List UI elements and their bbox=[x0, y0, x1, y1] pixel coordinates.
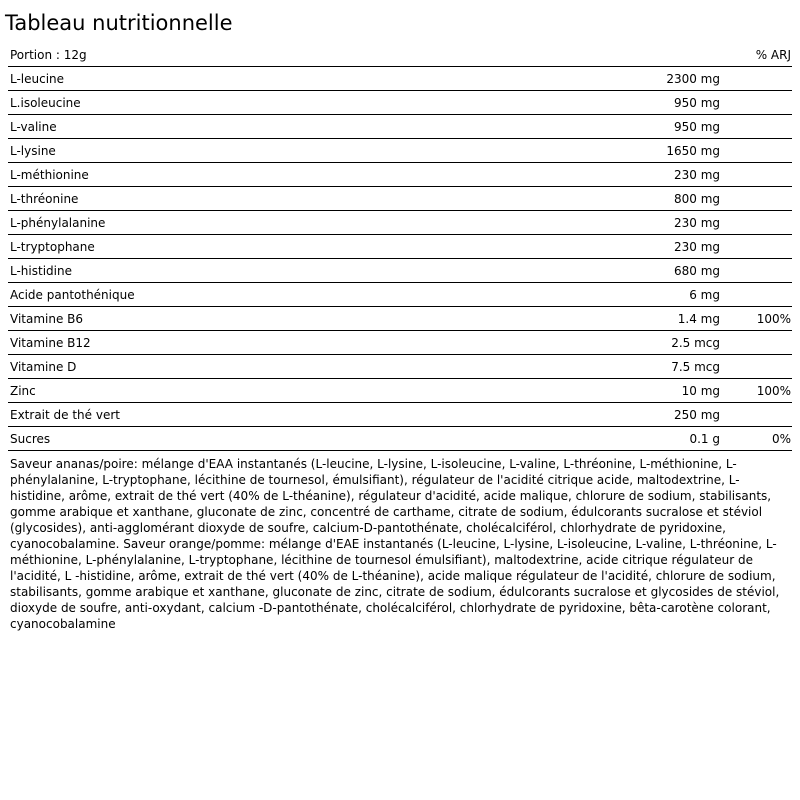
table-row bbox=[8, 67, 792, 91]
table-header-row bbox=[8, 43, 792, 67]
nutrient-name: Acide pantothénique bbox=[10, 288, 135, 302]
nutrient-name: L-lysine bbox=[10, 144, 56, 158]
nutrient-name: L-thréonine bbox=[10, 192, 79, 206]
table-row bbox=[8, 115, 792, 139]
nutrient-amount: 950 mg bbox=[673, 96, 720, 110]
nutrient-name: L-valine bbox=[10, 120, 57, 134]
table-row bbox=[8, 139, 792, 163]
nutrient-name: L-méthionine bbox=[10, 168, 89, 182]
nutrition-table bbox=[8, 43, 792, 451]
table-row bbox=[8, 259, 792, 283]
nutrient-name: L-histidine bbox=[10, 264, 72, 278]
ingredients-text: Saveur ananas/poire: mélange d'EAA instantanés (L-leucine, L-lysine, L-isoleucine, L-valine, L-thréonine, L-méthionine, L-phénylalanine, L-tryptophane, lécithine de tournesol, émulsifiant), régulateur de l'acidité citrique acide, maltodextrine, L-histidine, arôme, extrait de thé vert (40% de L-théanine), régulateur d'acidité, acide malique, chlorure de sodium, stabilisants, gomme arabique et xanthane, gluconate de zinc, concentré de carthame, citrate de sodium, édulcorants sucralose et stéviol (glycosides), anti-agglomérant dioxyde de soufre, calcium-D-pantothénate, cholécalciférol, chlorhydrate de pyridoxine, cyanocobalamine. Saveur orange/pomme: mélange d'EAE instantanés (L-leucine, L-lysine, L-isoleucine, L-valine, L-thréonine, L-méthionine, L-phénylalanine, L-tryptophane, lécithine de tournesol émulsifiant), maltodextrine, acide citrique régulateur de l'acidité, L -histidine, arôme, extrait de thé vert (40% de L-théanine), acide malique régulateur de l'acidité, chlorure de sodium, stabilisants, gomme arabique et xanthane, gluconate de zinc, citrate de sodium, édulcorants sucralose et glycosides de stéviol, dioxyde de soufre, anti-oxydant, calcium -D-pantothénate, cholécalciférol, chlorhydrate de pyridoxine, bêta-carotène colorant, cyanocobalamine bbox=[10, 457, 780, 631]
page-title: Tableau nutritionnelle bbox=[5, 11, 233, 35]
table-row bbox=[8, 379, 792, 403]
nutrient-name: Vitamine B6 bbox=[10, 312, 84, 326]
nutrient-amount: 10 mg bbox=[681, 384, 720, 398]
nutrient-amount: 2300 mg bbox=[666, 72, 720, 86]
table-row bbox=[8, 187, 792, 211]
nutrient-name: Zinc bbox=[10, 384, 36, 398]
nutrient-name: L-phénylalanine bbox=[10, 216, 106, 230]
nutrient-amount: 2.5 mcg bbox=[671, 336, 720, 350]
nutrient-name: Vitamine B12 bbox=[10, 336, 91, 350]
nutrient-arj-percent: 0% bbox=[771, 432, 791, 446]
nutrient-amount: 950 mg bbox=[673, 120, 720, 134]
nutrient-amount: 680 mg bbox=[673, 264, 720, 278]
arj-header: % ARJ bbox=[755, 48, 791, 62]
nutrient-name: Vitamine D bbox=[10, 360, 77, 374]
nutrient-amount: 1.4 mg bbox=[677, 312, 720, 326]
nutrient-name: L.isoleucine bbox=[10, 96, 81, 110]
nutrient-amount: 800 mg bbox=[673, 192, 720, 206]
portion-label: Portion : 12g bbox=[10, 48, 87, 62]
table-row bbox=[8, 211, 792, 235]
nutrient-name: Sucres bbox=[10, 432, 51, 446]
table-row bbox=[8, 91, 792, 115]
nutrient-amount: 0.1 g bbox=[689, 432, 720, 446]
nutrient-name: L-tryptophane bbox=[10, 240, 95, 254]
nutrient-arj-percent: 100% bbox=[756, 384, 791, 398]
table-row bbox=[8, 427, 792, 451]
nutrient-arj-percent: 100% bbox=[756, 312, 791, 326]
nutrient-amount: 1650 mg bbox=[666, 144, 720, 158]
nutrient-amount: 7.5 mcg bbox=[671, 360, 720, 374]
nutrient-amount: 230 mg bbox=[673, 216, 720, 230]
table-row bbox=[8, 235, 792, 259]
table-row bbox=[8, 331, 792, 355]
table-row bbox=[8, 403, 792, 427]
nutrient-amount: 230 mg bbox=[673, 240, 720, 254]
table-row bbox=[8, 307, 792, 331]
nutrient-amount: 230 mg bbox=[673, 168, 720, 182]
nutrient-name: L-leucine bbox=[10, 72, 65, 86]
table-row bbox=[8, 163, 792, 187]
table-row bbox=[8, 355, 792, 379]
nutrient-name: Extrait de thé vert bbox=[10, 408, 120, 422]
nutrient-amount: 6 mg bbox=[689, 288, 720, 302]
table-row bbox=[8, 283, 792, 307]
nutrient-amount: 250 mg bbox=[673, 408, 720, 422]
